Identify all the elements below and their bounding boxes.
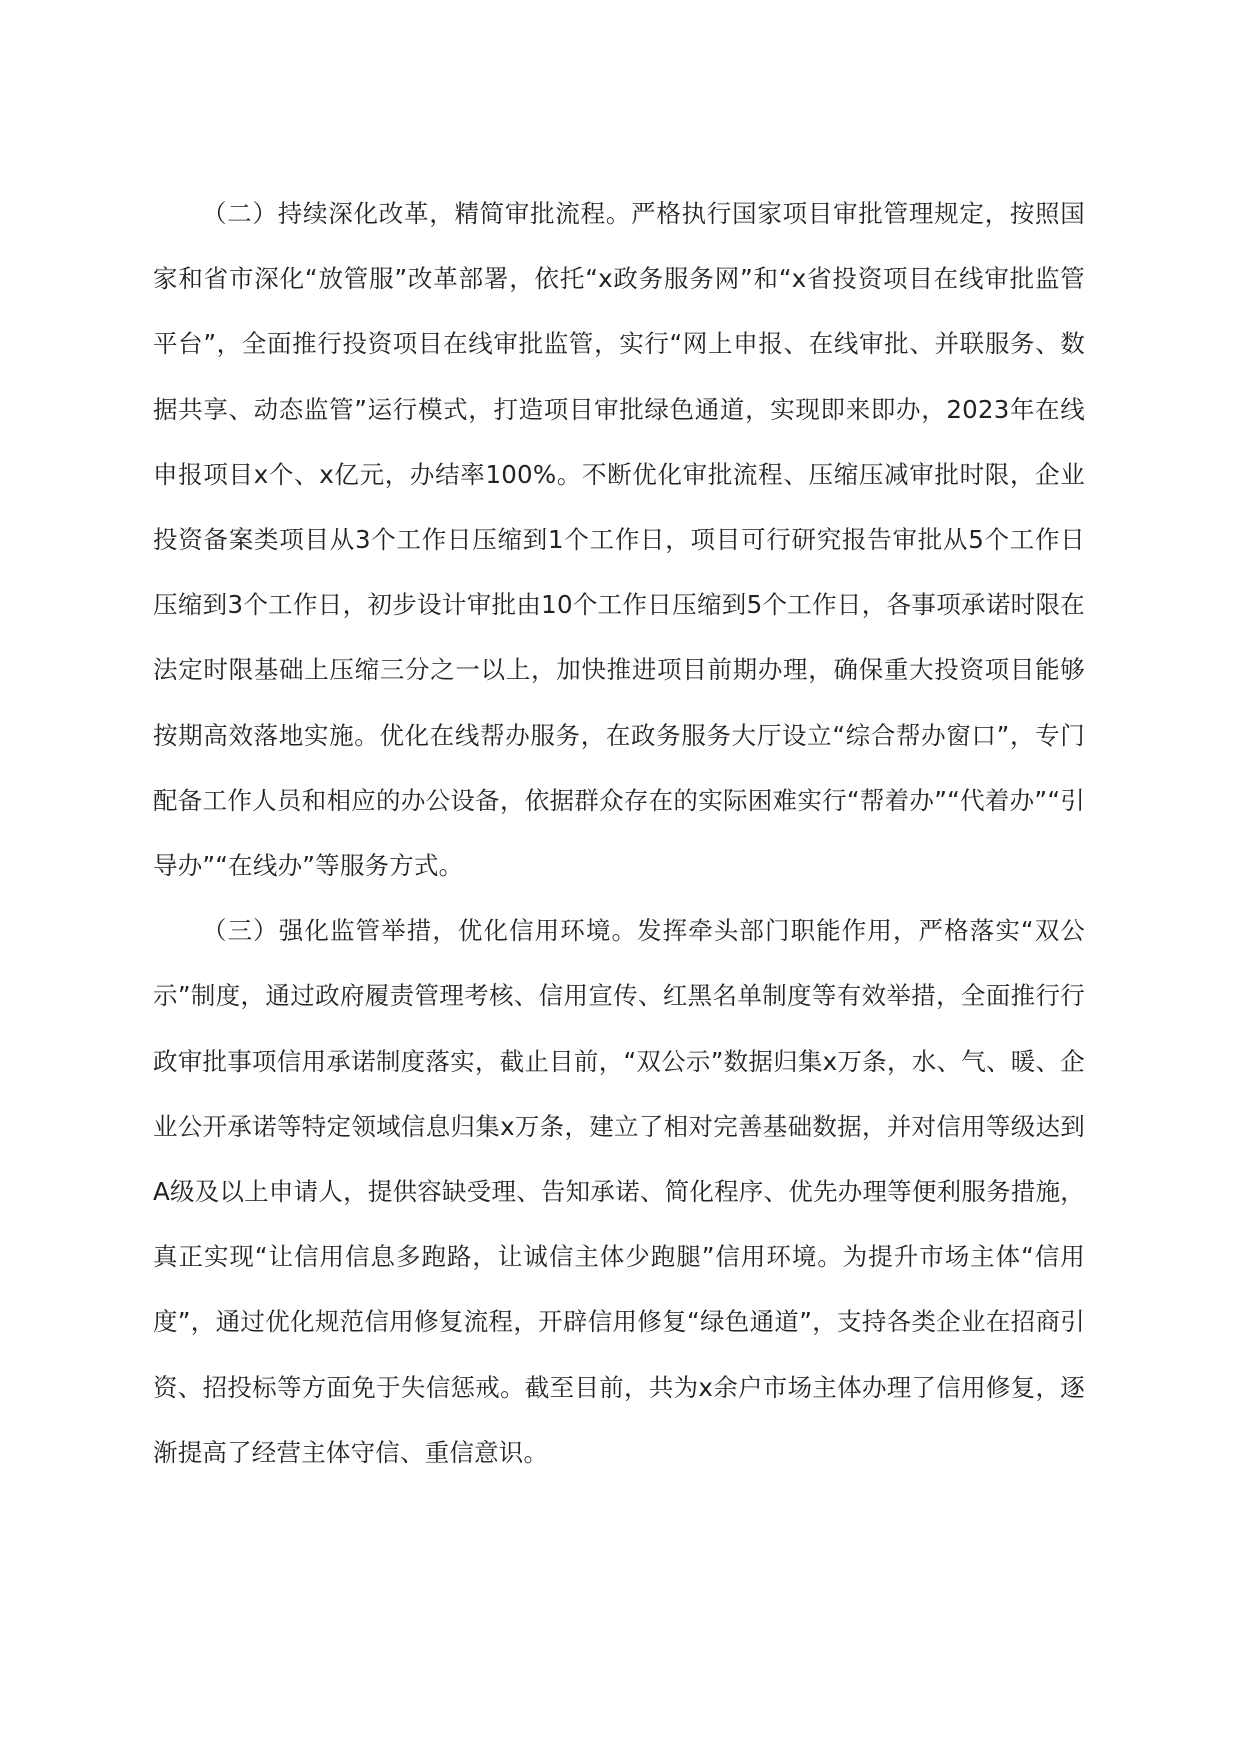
paragraph-approval-reform: （二）持续深化改革，精简审批流程。严格执行国家项目审批管理规定，按照国家和省市深化“放管服”改革部署，依托“x政务服务网”和“x省投资项目在线审批监管平台”，全面推行投资项目在线审批监管，实行“网上申报、在线审批、并联服务、数据共享、动态监管”运行模式，打造项目审批绿色通道，实现即来即办，2023年在线申报项目x个、x亿元，办结率100%。不断优化审批流程、压缩压减审批时限，企业投资备案类项目从3个工作日压缩到1个工作日，项目可行研究报告审批从5个工作日压缩到3个工作日，初步设计审批由10个工作日压缩到5个工作日，各事项承诺时限在法定时限基础上压缩三分之一以上，加快推进项目前期办理，确保重大投资项目能够按期高效落地实施。优化在线帮办服务，在政务服务大厅设立“综合帮办窗口”，专门配备工作人员和相应的办公设备，依据群众存在的实际困难实行“帮着办”“代着办”“引导办”“在线办”等服务方式。 — [153, 199, 1085, 881]
document-body — [153, 181, 1085, 1485]
paragraph-credit-environment: （三）强化监管举措，优化信用环境。发挥牵头部门职能作用，严格落实“双公示”制度，通过政府履责管理考核、信用宣传、红黑名单制度等有效举措，全面推行行政审批事项信用承诺制度落实，截止目前，“双公示”数据归集x万条，水、气、暖、企业公开承诺等特定领域信息归集x万条，建立了相对完善基础数据，并对信用等级达到A级及以上申请人，提供容缺受理、告知承诺、简化程序、优先办理等便利服务措施，真正实现“让信用信息多跑路，让诚信主体少跑腿”信用环境。为提升市场主体“信用度”，通过优化规范信用修复流程，开辟信用修复“绿色通道”，支持各类企业在招商引资、招投标等方面免于失信惩戒。截至目前，共为x余户市场主体办理了信用修复，逐渐提高了经营主体守信、重信意识。 — [153, 916, 1085, 1467]
